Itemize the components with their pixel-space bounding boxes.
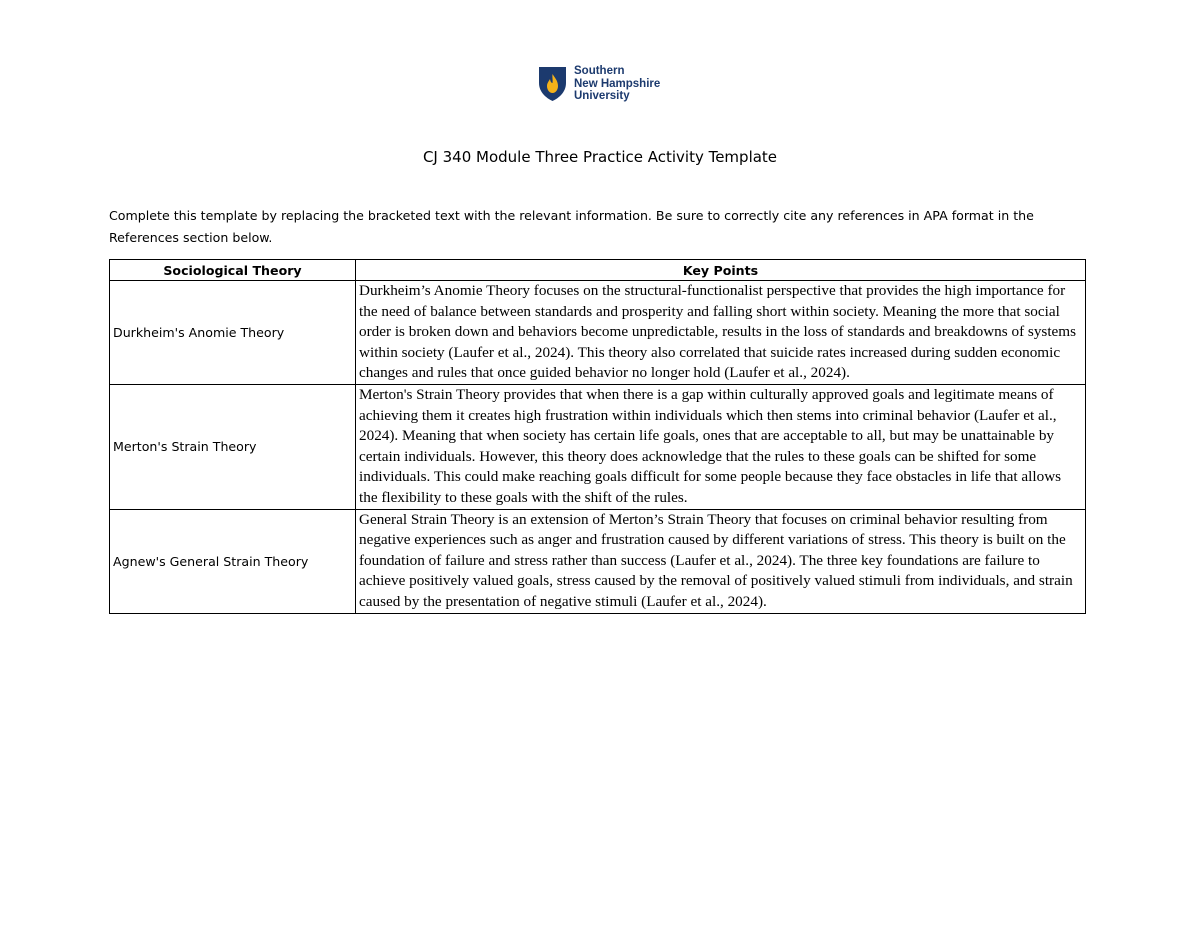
shield-flame-icon	[538, 66, 567, 102]
key-points-cell: General Strain Theory is an extension of Merton’s Strain Theory that focuses on criminal behavior resulting from negative experiences such as anger and frustration caused by different variations of stress. This theory is built on the foundation of failure and stress rather than success (Laufer et al., 2024). The three key foundations are failure to achieve positively valued goals, stress caused by the removal of positively valued stimuli from individuals, and strain caused by the presentation of negative stimuli (Laufer et al., 2024).	[356, 509, 1086, 613]
header-sociological-theory: Sociological Theory	[110, 260, 356, 281]
table-header-row	[110, 260, 1086, 281]
theory-name-cell: Merton's Strain Theory	[110, 384, 356, 509]
table-row	[110, 281, 1086, 385]
theory-name-cell: Durkheim's Anomie Theory	[110, 281, 356, 385]
theory-name-cell: Agnew's General Strain Theory	[110, 509, 356, 613]
key-points-cell: Durkheim’s Anomie Theory focuses on the structural-functionalist perspective that provides the high importance for the need of balance between standards and prosperity and falling short within society. Meaning the more that social order is broken down and behaviors become unpredictable, results in the loss of standards and breakdowns of systems within society (Laufer et al., 2024). This theory also correlated that suicide rates increased during sudden economic changes and rules that once guided behavior no longer hold (Laufer et al., 2024).	[356, 281, 1086, 385]
table-row	[110, 384, 1086, 509]
logo-line-2: New Hampshire	[574, 77, 661, 90]
logo-line-1: Southern	[574, 65, 625, 77]
logo-line-3: University	[574, 90, 630, 102]
logo-wordmark	[574, 65, 660, 103]
instructions-paragraph: Complete this template by replacing the bracketed text with the relevant information. Be sure to correctly cite any references in APA format in the References section below.	[109, 208, 1034, 245]
key-points-cell: Merton's Strain Theory provides that when there is a gap within culturally approved goals and legitimate means of achieving them it creates high frustration within individuals which then stems into criminal behavior (Laufer et al., 2024). Meaning that when society has certain life goals, ones that are acceptable to all, but may be unattainable by certain individuals. However, this theory does acknowledge that the rules to these goals can be shifted for some individuals. This could make reaching goals difficult for some people because they face obstacles in life that allows the flexibility to these goals with the shift of the rules.	[356, 384, 1086, 509]
university-logo	[538, 64, 678, 104]
table-row	[110, 509, 1086, 613]
document-title: CJ 340 Module Three Practice Activity Template	[422, 148, 778, 166]
theory-table	[109, 259, 1086, 614]
header-key-points: Key Points	[356, 260, 1086, 281]
